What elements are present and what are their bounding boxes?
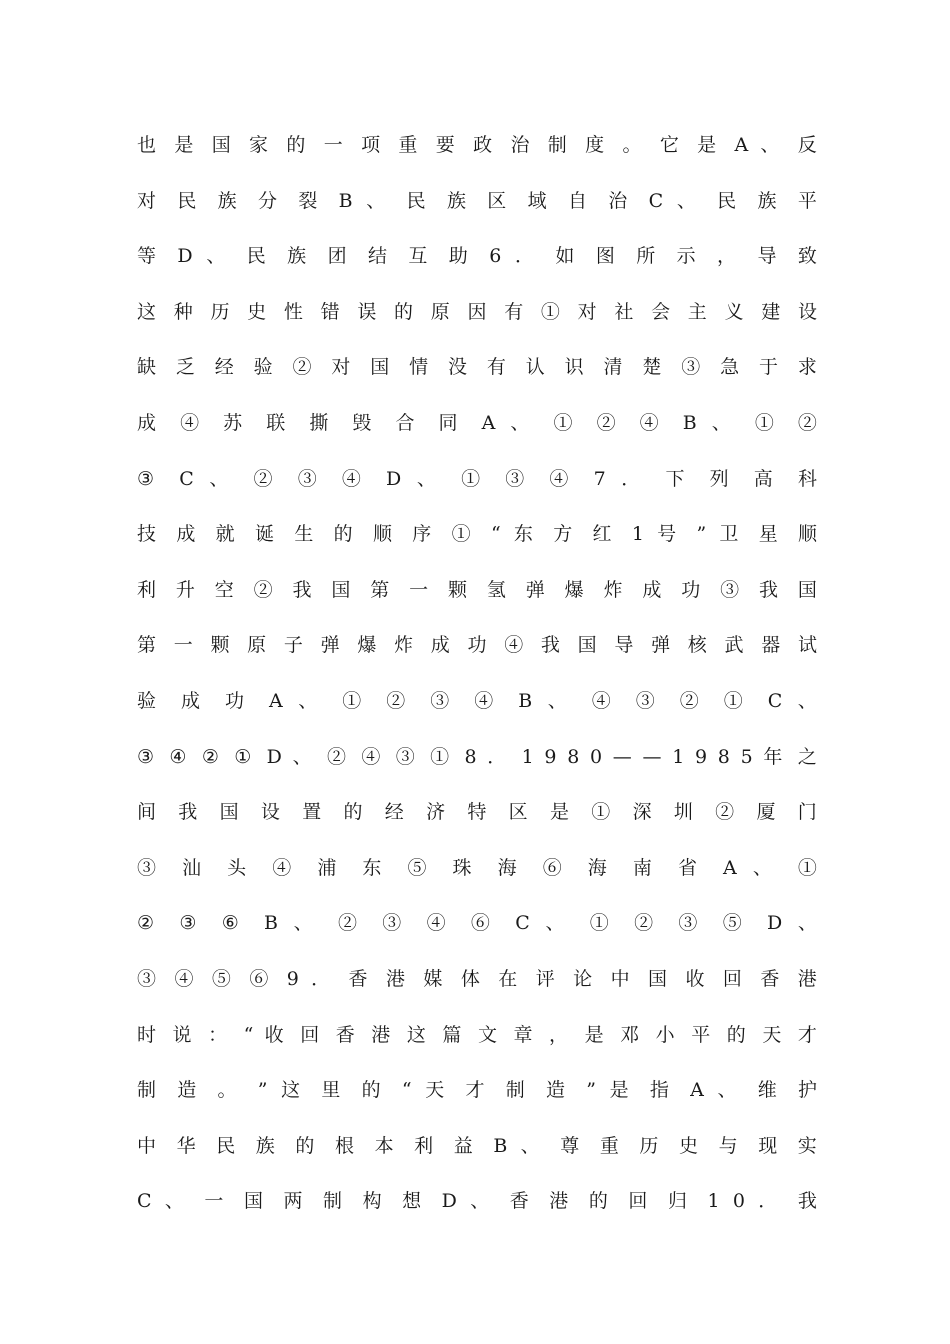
text-line: ③ ④ ⑤ ⑥ 9 ． 香 港 媒 体 在 评 论 中 国 收 回 香 港 xyxy=(137,967,817,990)
text-line: 中 华 民 族 的 根 本 利 益 B 、 尊 重 历 史 与 现 实 xyxy=(137,1134,817,1157)
text-line: 验 成 功 A 、 ① ② ③ ④ B 、 ④ ③ ② ① C 、 xyxy=(137,689,817,712)
text-line: ③ 汕 头 ④ 浦 东 ⑤ 珠 海 ⑥ 海 南 省 A 、 ① xyxy=(137,856,817,879)
text-line: ③ C 、 ② ③ ④ D 、 ① ③ ④ 7 ． 下 列 高 科 xyxy=(137,467,817,490)
body-text xyxy=(137,118,817,1230)
text-line: 对 民 族 分 裂 B 、 民 族 区 域 自 治 C 、 民 族 平 xyxy=(137,189,817,212)
text-line: 等 D 、 民 族 团 结 互 助 6 ． 如 图 所 示 ， 导 致 xyxy=(137,245,817,268)
text-line: 间 我 国 设 置 的 经 济 特 区 是 ① 深 圳 ② 厦 门 xyxy=(137,801,817,824)
text-line: 技 成 就 诞 生 的 顺 序 ① “ 东 方 红 1 号 ” 卫 星 顺 xyxy=(137,523,817,546)
text-line: 缺 乏 经 验 ② 对 国 情 没 有 认 识 清 楚 ③ 急 于 求 xyxy=(137,356,817,379)
text-line: 第 一 颗 原 子 弹 爆 炸 成 功 ④ 我 国 导 弹 核 武 器 试 xyxy=(137,634,817,657)
text-line: 成 ④ 苏 联 撕 毁 合 同 A 、 ① ② ④ B 、 ① ② xyxy=(137,411,817,434)
text-line: 这 种 历 史 性 错 误 的 原 因 有 ① 对 社 会 主 义 建 设 xyxy=(137,300,817,323)
text-line: ② ③ ⑥ B 、 ② ③ ④ ⑥ C 、 ① ② ③ ⑤ D 、 xyxy=(137,912,817,935)
text-line: 利 升 空 ② 我 国 第 一 颗 氢 弹 爆 炸 成 功 ③ 我 国 xyxy=(137,578,817,601)
text-line: 也 是 国 家 的 一 项 重 要 政 治 制 度 。 它 是 A 、 反 xyxy=(137,134,817,156)
text-line: C 、 一 国 两 制 构 想 D 、 香 港 的 回 归 1 0 ． 我 xyxy=(137,1190,817,1213)
text-line: 制 造 。 ” 这 里 的 “ 天 才 制 造 ” 是 指 A 、 维 护 xyxy=(137,1079,817,1102)
text-line: 时 说 ： “ 收 回 香 港 这 篇 文 章 ， 是 邓 小 平 的 天 才 xyxy=(137,1023,817,1046)
text-line: ③ ④ ② ① D 、 ② ④ ③ ① 8 ． 1 9 8 0 — — 1 9 8 5 年 之 xyxy=(137,745,817,768)
